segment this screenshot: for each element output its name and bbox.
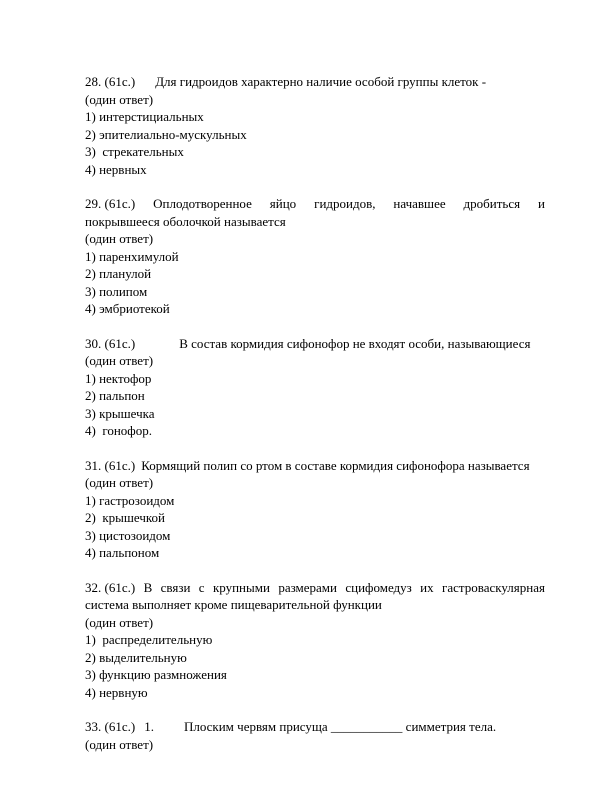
question-number: 29. (61с.) — [85, 196, 136, 211]
option: 3) стрекательных — [85, 144, 184, 159]
option: 1) нектофор — [85, 370, 152, 386]
question-header — [85, 73, 545, 91]
question-33 — [85, 718, 545, 753]
question-word: дробиться — [463, 196, 521, 211]
answer-type: (один ответ) — [85, 475, 154, 490]
option: 4) пальпоном — [85, 545, 160, 560]
question-header — [85, 457, 545, 475]
question-text-continued: система выполняет кроме пищеварительной функции — [85, 597, 382, 612]
question-header — [85, 195, 545, 213]
question-word: Оплодотворенное — [153, 196, 252, 211]
question-28 — [85, 73, 545, 178]
question-word: яйцо — [269, 196, 297, 211]
option: 1) паренхимулой — [85, 248, 179, 264]
option: 4) эмбриотекой — [85, 301, 170, 316]
question-text: Плоским червям присуща ___________ симметрия тела. — [183, 719, 497, 734]
option: 2) эпителиально-мускульных — [85, 126, 247, 142]
question-word: их — [420, 579, 434, 595]
question-word: гастроваскулярная — [442, 579, 545, 595]
option: 3) цистозоидом — [85, 527, 171, 543]
question-31 — [85, 457, 545, 562]
option: 2) пальпон — [85, 388, 145, 403]
question-32 — [85, 579, 545, 702]
question-header — [85, 335, 545, 353]
question-word: сцифомедуз — [345, 579, 412, 595]
question-number: 31. (61с.) — [85, 457, 136, 473]
answer-type: (один ответ) — [85, 614, 154, 630]
option: 4) нервную — [85, 684, 148, 700]
question-number: 28. (61с.) — [85, 74, 136, 89]
question-word: размерами — [278, 579, 337, 595]
answer-type: (один ответ) — [85, 353, 154, 368]
option: 3) крышечка — [85, 405, 155, 421]
question-word: связи — [160, 579, 191, 595]
answer-type: (один ответ) — [85, 91, 154, 107]
option: 2) планулой — [85, 266, 152, 281]
question-word: начавшее — [393, 196, 446, 211]
question-word: В — [143, 579, 153, 595]
option: 1) гастрозоидом — [85, 492, 175, 508]
question-text: Для гидроидов характерно наличие особой группы клеток - — [155, 74, 487, 89]
question-number: 30. (61с.) — [85, 335, 136, 351]
question-text: В состав кормидия сифонофор не входят особи, называющиеся — [179, 335, 531, 351]
option: 4) гонофор. — [85, 423, 152, 438]
option: 3) функцию размножения — [85, 667, 227, 682]
question-29 — [85, 195, 545, 318]
question-item-number: 1. — [144, 719, 154, 734]
answer-type: (один ответ) — [85, 231, 154, 246]
question-header — [85, 718, 545, 736]
question-number: 32. (61с.) — [85, 579, 136, 595]
question-30 — [85, 335, 545, 440]
answer-type: (один ответ) — [85, 736, 154, 752]
question-number: 33. (61с.) — [85, 719, 136, 734]
question-word: с — [198, 579, 205, 595]
question-text: Кормящий полип со ртом в составе кормидия сифонофора называется — [141, 457, 530, 473]
option: 4) нервных — [85, 161, 147, 177]
option: 2) выделительную — [85, 649, 187, 665]
option: 1) интерстициальных — [85, 109, 204, 124]
question-word: и — [538, 196, 545, 211]
question-word: крупными — [212, 579, 270, 595]
option: 3) полипом — [85, 283, 148, 299]
question-word: гидроидов, — [314, 196, 376, 211]
question-text-continued: покрывшееся оболочкой называется — [85, 213, 286, 229]
question-header — [85, 579, 545, 597]
option: 1) распределительную — [85, 632, 213, 647]
test-page — [85, 73, 545, 753]
option: 2) крышечкой — [85, 510, 165, 525]
